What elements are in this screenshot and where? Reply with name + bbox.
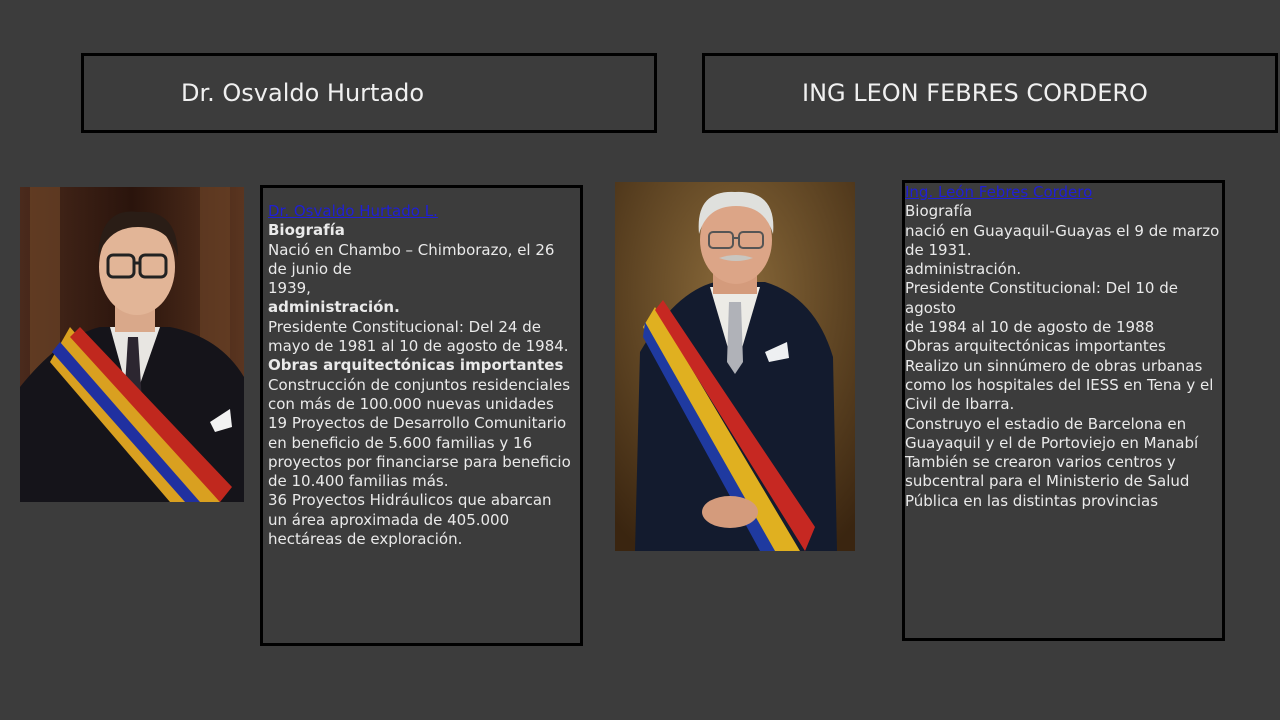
admin-heading-hurtado: administración. bbox=[268, 298, 400, 317]
title-box-febres-cordero bbox=[702, 53, 1278, 133]
title-hurtado: Dr. Osvaldo Hurtado bbox=[181, 79, 425, 107]
portrait-hurtado bbox=[20, 187, 244, 502]
link-hurtado[interactable]: Dr. Osvaldo Hurtado L. bbox=[268, 202, 438, 220]
portrait-febres-cordero bbox=[615, 182, 855, 551]
works-text-hurtado: Construcción de conjuntos residenciales con más de 100.000 nuevas unidades 19 Proyectos de Desarrollo Comunitario en beneficio de 5.600 familias y 16 proyectos por financiarse para beneficio de 10.400 familias más. 36 Proyectos Hidráulicos que abarcan un área aproximada de 405.000 hectáreas de exploración. bbox=[268, 375, 571, 549]
link-febres-cordero[interactable]: Ing. León Febres Cordero bbox=[905, 183, 1093, 201]
works-heading-hurtado: Obras arquitectónicas importantes bbox=[268, 356, 564, 375]
title-box-hurtado bbox=[81, 53, 657, 133]
admin-text-hurtado: Presidente Constitucional: Del 24 de mayo de 1981 al 10 de agosto de 1984. bbox=[268, 317, 569, 356]
bio-text-hurtado: Nació en Chambo – Chimborazo, el 26 de junio de 1939, bbox=[268, 240, 555, 298]
title-febres-cordero: ING LEON FEBRES CORDERO bbox=[802, 79, 1148, 107]
bio-heading-hurtado: Biografía bbox=[268, 221, 345, 240]
portrait-hurtado-image bbox=[20, 187, 244, 502]
portrait-febres-cordero-image bbox=[615, 182, 855, 551]
bio-box-febres-cordero bbox=[902, 180, 1225, 641]
bio-text-febres-cordero: Biografía nació en Guayaquil-Guayas el 9 de marzo de 1931. administración. Presidente Constitucional: Del 10 de agosto de 1984 al 10 de agosto de 1988 Obras arquitectónicas importantes Realizo un sinnúmero de obras urbanas como los hospitales del IESS en Tena y el Civil de Ibarra. Construyo el estadio de Barcelona en Guayaquil y el de Portoviejo en Manabí También se crearon varios centros y subcentral para el Ministerio de Salud Pública en las distintas provincias bbox=[905, 202, 1220, 510]
bio-box-hurtado bbox=[260, 185, 583, 646]
